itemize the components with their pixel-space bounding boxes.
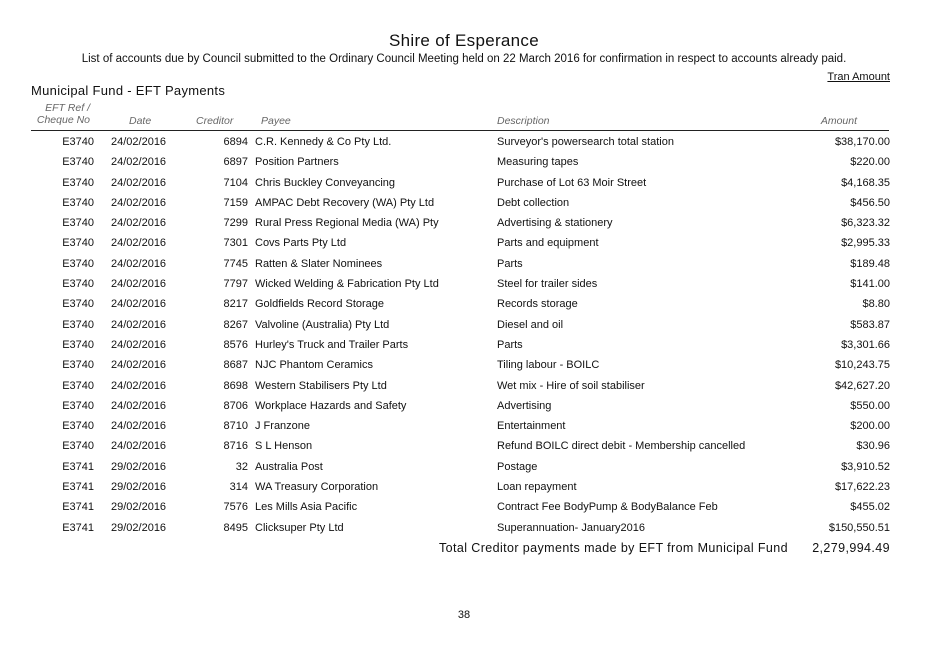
cell-creditor: 8267 bbox=[223, 318, 248, 331]
cell-ref: E3740 bbox=[62, 237, 94, 250]
table-row bbox=[0, 376, 928, 396]
cell-date: 24/02/2016 bbox=[111, 399, 167, 412]
table-row bbox=[0, 254, 928, 274]
cell-ref: E3740 bbox=[62, 217, 94, 230]
cell-amount: $455.02 bbox=[850, 501, 890, 514]
cell-creditor: 7797 bbox=[223, 278, 248, 291]
cell-payee: Goldfields Record Storage bbox=[255, 298, 385, 311]
table-row bbox=[0, 497, 928, 517]
cell-amount: $583.87 bbox=[850, 318, 890, 331]
table-row bbox=[0, 132, 928, 152]
cell-description: Contract Fee BodyPump & BodyBalance Feb bbox=[497, 501, 718, 514]
cell-description: Purchase of Lot 63 Moir Street bbox=[497, 176, 647, 189]
cell-date: 29/02/2016 bbox=[111, 501, 167, 514]
column-header-ref-line2: Cheque No bbox=[36, 114, 90, 126]
table-row bbox=[0, 193, 928, 213]
cell-description: Superannuation- January2016 bbox=[497, 521, 646, 534]
cell-date: 24/02/2016 bbox=[111, 338, 167, 351]
cell-amount: $10,243.75 bbox=[834, 359, 890, 372]
cell-creditor: 314 bbox=[229, 481, 248, 494]
cell-date: 24/02/2016 bbox=[111, 420, 167, 433]
cell-ref: E3740 bbox=[62, 136, 94, 148]
cell-payee: Clicksuper Pty Ltd bbox=[255, 521, 344, 534]
section-title: Municipal Fund - EFT Payments bbox=[31, 83, 226, 98]
cell-date: 24/02/2016 bbox=[111, 440, 167, 453]
cell-creditor: 8706 bbox=[223, 399, 248, 412]
total-label: Total Creditor payments made by EFT from Municipal Fund bbox=[439, 541, 788, 555]
table-row bbox=[0, 233, 928, 253]
cell-creditor: 8698 bbox=[223, 379, 248, 392]
cell-ref: E3741 bbox=[62, 481, 94, 494]
cell-creditor: 7301 bbox=[223, 237, 248, 250]
cell-creditor: 6894 bbox=[223, 136, 248, 148]
cell-description: Wet mix - Hire of soil stabiliser bbox=[497, 379, 645, 392]
cell-amount: $220.00 bbox=[850, 156, 890, 169]
cell-creditor: 7299 bbox=[223, 217, 248, 230]
cell-ref: E3740 bbox=[62, 278, 94, 291]
table-row bbox=[0, 436, 928, 456]
column-header-description: Description bbox=[497, 115, 550, 127]
cell-description: Measuring tapes bbox=[497, 156, 579, 169]
cell-payee: Les Mills Asia Pacific bbox=[255, 501, 358, 514]
cell-creditor: 8687 bbox=[223, 359, 248, 372]
cell-date: 24/02/2016 bbox=[111, 298, 167, 311]
column-header-amount: Amount bbox=[820, 115, 857, 127]
cell-amount: $2,995.33 bbox=[841, 237, 890, 250]
cell-payee: S L Henson bbox=[255, 440, 313, 453]
cell-payee: C.R. Kennedy & Co Pty Ltd. bbox=[255, 136, 392, 148]
cell-creditor: 8710 bbox=[223, 420, 248, 433]
cell-ref: E3740 bbox=[62, 420, 94, 433]
cell-date: 24/02/2016 bbox=[111, 217, 167, 230]
table-row bbox=[0, 477, 928, 497]
cell-payee: Australia Post bbox=[255, 460, 323, 473]
cell-date: 24/02/2016 bbox=[111, 257, 167, 270]
cell-payee: Western Stabilisers Pty Ltd bbox=[255, 379, 387, 392]
cell-payee: Position Partners bbox=[255, 156, 339, 169]
column-header-ref bbox=[34, 102, 90, 126]
table-row bbox=[0, 416, 928, 436]
table-row bbox=[0, 173, 928, 193]
cell-amount: $141.00 bbox=[850, 278, 890, 291]
cell-date: 24/02/2016 bbox=[111, 156, 167, 169]
cell-creditor: 32 bbox=[235, 460, 248, 473]
cell-amount: $3,910.52 bbox=[841, 460, 890, 473]
cell-ref: E3740 bbox=[62, 176, 94, 189]
cell-amount: $6,323.32 bbox=[841, 217, 890, 230]
cell-ref: E3740 bbox=[62, 379, 94, 392]
cell-creditor: 8716 bbox=[223, 440, 248, 453]
cell-description: Entertainment bbox=[497, 420, 566, 433]
cell-payee: WA Treasury Corporation bbox=[255, 481, 379, 494]
payments-table bbox=[0, 132, 928, 538]
cell-date: 29/02/2016 bbox=[111, 460, 167, 473]
cell-ref: E3740 bbox=[62, 156, 94, 169]
cell-ref: E3740 bbox=[62, 359, 94, 372]
cell-creditor: 7159 bbox=[223, 196, 248, 209]
cell-date: 24/02/2016 bbox=[111, 136, 167, 148]
cell-description: Advertising bbox=[497, 399, 552, 412]
table-row bbox=[0, 294, 928, 314]
document-subtitle: List of accounts due by Council submitted to the Ordinary Council Meeting held on 22 March 2016 for confirmation in respect to accounts already paid. bbox=[81, 53, 847, 65]
cell-description: Parts bbox=[497, 257, 523, 270]
cell-amount: $200.00 bbox=[850, 420, 890, 433]
table-row bbox=[0, 152, 928, 172]
cell-date: 24/02/2016 bbox=[111, 176, 167, 189]
column-header-date: Date bbox=[129, 115, 152, 127]
table-row bbox=[0, 213, 928, 233]
cell-ref: E3740 bbox=[62, 318, 94, 331]
table-row bbox=[0, 335, 928, 355]
column-header-payee: Payee bbox=[261, 115, 291, 127]
cell-ref: E3741 bbox=[62, 521, 94, 534]
cell-description: Records storage bbox=[497, 298, 578, 311]
cell-description: Debt collection bbox=[497, 196, 570, 209]
cell-amount: $456.50 bbox=[850, 196, 890, 209]
total-value: 2,279,994.49 bbox=[812, 541, 890, 555]
cell-ref: E3740 bbox=[62, 298, 94, 311]
cell-creditor: 8495 bbox=[223, 521, 248, 534]
cell-payee: Chris Buckley Conveyancing bbox=[255, 176, 396, 189]
table-row bbox=[0, 518, 928, 538]
cell-ref: E3740 bbox=[62, 338, 94, 351]
cell-date: 24/02/2016 bbox=[111, 318, 167, 331]
tran-amount-label: Tran Amount bbox=[827, 71, 890, 83]
cell-amount: $17,622.23 bbox=[834, 481, 890, 494]
cell-date: 24/02/2016 bbox=[111, 237, 167, 250]
cell-payee: Valvoline (Australia) Pty Ltd bbox=[255, 318, 390, 331]
cell-payee: Workplace Hazards and Safety bbox=[255, 399, 407, 412]
table-row bbox=[0, 355, 928, 375]
cell-payee: J Franzone bbox=[255, 420, 311, 433]
cell-payee: Rural Press Regional Media (WA) Pty bbox=[255, 217, 439, 230]
table-row bbox=[0, 457, 928, 477]
cell-payee: Covs Parts Pty Ltd bbox=[255, 237, 347, 250]
cell-description: Tiling labour - BOILC bbox=[497, 359, 600, 372]
cell-amount: $150,550.51 bbox=[828, 521, 890, 534]
cell-amount: $4,168.35 bbox=[841, 176, 890, 189]
cell-amount: $189.48 bbox=[850, 257, 890, 270]
table-row bbox=[0, 315, 928, 335]
cell-date: 24/02/2016 bbox=[111, 196, 167, 209]
cell-date: 24/02/2016 bbox=[111, 359, 167, 372]
cell-ref: E3740 bbox=[62, 440, 94, 453]
cell-creditor: 8576 bbox=[223, 338, 248, 351]
cell-date: 24/02/2016 bbox=[111, 278, 167, 291]
cell-ref: E3740 bbox=[62, 257, 94, 270]
cell-amount: $8.80 bbox=[862, 298, 890, 311]
cell-ref: E3740 bbox=[62, 196, 94, 209]
cell-date: 24/02/2016 bbox=[111, 379, 167, 392]
cell-ref: E3741 bbox=[62, 460, 94, 473]
cell-description: Surveyor's powersearch total station bbox=[497, 136, 674, 148]
cell-description: Refund BOILC direct debit - Membership cancelled bbox=[497, 440, 746, 453]
cell-payee: AMPAC Debt Recovery (WA) Pty Ltd bbox=[255, 196, 435, 209]
cell-creditor: 6897 bbox=[223, 156, 248, 169]
cell-description: Steel for trailer sides bbox=[497, 278, 598, 291]
cell-amount: $42,627.20 bbox=[834, 379, 890, 392]
cell-creditor: 8217 bbox=[223, 298, 248, 311]
column-header-ref-line1: EFT Ref / bbox=[45, 102, 90, 114]
cell-payee: Ratten & Slater Nominees bbox=[255, 257, 383, 270]
cell-ref: E3741 bbox=[62, 501, 94, 514]
cell-creditor: 7576 bbox=[223, 501, 248, 514]
cell-description: Diesel and oil bbox=[497, 318, 564, 331]
cell-payee: NJC Phantom Ceramics bbox=[255, 359, 373, 372]
cell-description: Advertising & stationery bbox=[497, 217, 613, 230]
cell-description: Parts and equipment bbox=[497, 237, 599, 250]
cell-amount: $38,170.00 bbox=[834, 136, 890, 148]
table-row bbox=[0, 396, 928, 416]
cell-description: Loan repayment bbox=[497, 481, 577, 494]
cell-date: 29/02/2016 bbox=[111, 481, 167, 494]
cell-description: Postage bbox=[497, 460, 538, 473]
cell-amount: $3,301.66 bbox=[841, 338, 890, 351]
page-number: 38 bbox=[457, 609, 471, 621]
header-divider bbox=[31, 130, 889, 131]
column-header-creditor: Creditor bbox=[196, 115, 234, 127]
cell-amount: $550.00 bbox=[850, 399, 890, 412]
document-title: Shire of Esperance bbox=[389, 31, 539, 50]
cell-payee: Hurley's Truck and Trailer Parts bbox=[255, 338, 409, 351]
cell-description: Parts bbox=[497, 338, 523, 351]
table-row bbox=[0, 274, 928, 294]
cell-creditor: 7104 bbox=[223, 176, 248, 189]
cell-ref: E3740 bbox=[62, 399, 94, 412]
cell-date: 29/02/2016 bbox=[111, 521, 167, 534]
cell-amount: $30.96 bbox=[856, 440, 890, 453]
cell-creditor: 7745 bbox=[223, 257, 248, 270]
cell-payee: Wicked Welding & Fabrication Pty Ltd bbox=[255, 278, 439, 291]
